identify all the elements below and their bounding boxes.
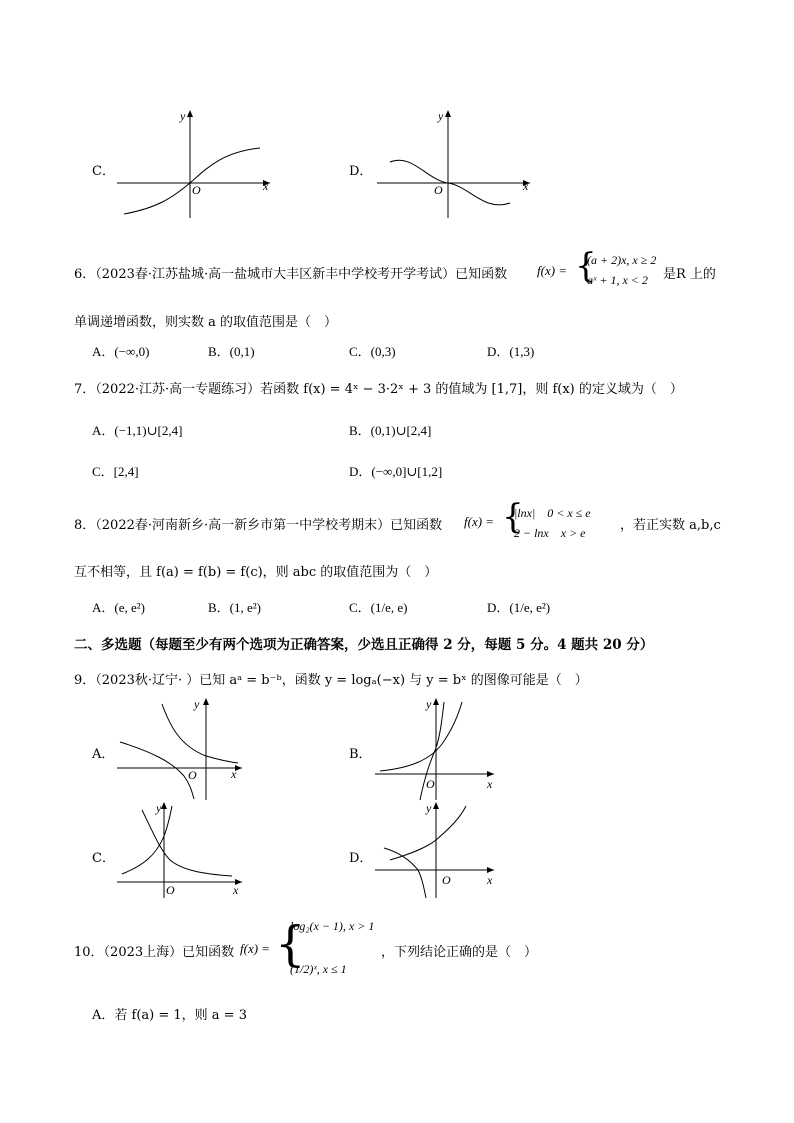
svg-text:O: O bbox=[442, 873, 451, 887]
q6-brace: { bbox=[575, 246, 597, 286]
svg-text:y: y bbox=[426, 697, 432, 711]
q6-function-name: f(x) = bbox=[537, 263, 568, 278]
q6-stem-part2: 是R 上的 bbox=[663, 267, 716, 282]
q5-graph-c bbox=[112, 108, 277, 220]
q6-stem-line2: 单调递增函数，则实数 a 的取值范围是（ ） bbox=[74, 315, 338, 330]
q8-case-1: |lnx| 0 < x ≤ e bbox=[514, 506, 591, 520]
q6-option-b: B．(0,1) bbox=[208, 344, 255, 359]
q8-option-d: D．(1/e, e²) bbox=[487, 600, 551, 615]
q8-option-c: C．(1/e, e) bbox=[349, 600, 408, 615]
x-axis-label: x bbox=[263, 179, 269, 193]
q9-graph-b bbox=[370, 696, 500, 802]
q5-option-c-label: C． bbox=[92, 164, 115, 179]
q7-option-b: B．(0,1)∪[2,4] bbox=[349, 423, 432, 438]
q7-option-d: D．(−∞,0]∪[1,2] bbox=[349, 464, 443, 479]
section-2-title: 二、多选题（每题至少有两个选项为正确答案，少选且正确得 2 分，每题 5 分。4 题共 20 分） bbox=[74, 637, 654, 653]
q6-option-a: A．(−∞,0) bbox=[92, 344, 150, 359]
svg-text:y: y bbox=[156, 801, 162, 815]
q7-stem: 7．（2022·江苏·高一专题练习）若函数 f(x) = 4ˣ − 3·2ˣ + 3 的值域为 [1,7]，则 f(x) 的定义域为（ ） bbox=[74, 382, 683, 397]
q9-graph-c bbox=[112, 800, 247, 900]
q8-stem-part1: 8．（2022春·河南新乡·高一新乡市第一中学校考期末）已知函数 bbox=[74, 518, 443, 533]
q7-option-c: C．[2,4] bbox=[92, 464, 139, 479]
q6-option-d: D．(1,3) bbox=[487, 344, 535, 359]
q10-case-1: log₂(x − 1), x > 1 bbox=[290, 919, 375, 933]
q5-graph-d bbox=[372, 108, 537, 220]
q9-option-c-label: C． bbox=[92, 851, 115, 866]
svg-text:x: x bbox=[523, 179, 529, 193]
q10-brace: { bbox=[275, 916, 306, 972]
q8-option-a: A．(e, e²) bbox=[92, 600, 145, 615]
q10-case-2: (1/2)ˣ, x ≤ 1 bbox=[290, 962, 347, 976]
q9-option-d-label: D． bbox=[349, 851, 373, 866]
q9-option-a-label: A． bbox=[92, 747, 115, 762]
q10-option-a: A．若 f(a) = 1，则 a = 3 bbox=[92, 1008, 247, 1023]
svg-text:x: x bbox=[487, 777, 493, 791]
q6-stem-part1: 6．（2023春·江苏盐城·高一盐城市大丰区新丰中学校考开学考试）已知函数 bbox=[74, 267, 508, 282]
svg-text:y: y bbox=[426, 801, 432, 815]
q8-stem-part2: ，若正实数 a,b,c bbox=[620, 518, 721, 533]
q9-stem: 9．（2023秋·辽宁· ）已知 aᵃ = b⁻ᵇ，函数 y = logₐ(−x) 与 y = bˣ 的图像可能是（ ） bbox=[74, 673, 588, 688]
q8-function-name: f(x) = bbox=[464, 514, 495, 529]
svg-text:O: O bbox=[166, 883, 175, 897]
svg-text:O: O bbox=[434, 183, 443, 197]
q7-option-a: A．(−1,1)∪[2,4] bbox=[92, 423, 183, 438]
q5-option-d-label: D． bbox=[349, 164, 373, 179]
q8-option-b: B．(1, e²) bbox=[208, 600, 261, 615]
q9-graph-a bbox=[112, 696, 247, 802]
q9-graph-d bbox=[370, 800, 500, 900]
q6-case-1: (a + 2)x, x ≥ 2 bbox=[587, 253, 657, 267]
svg-text:x: x bbox=[233, 883, 239, 897]
q6-option-c: C．(0,3) bbox=[349, 344, 396, 359]
q6-case-2: aˣ + 1, x < 2 bbox=[587, 273, 648, 287]
svg-text:x: x bbox=[487, 873, 493, 887]
svg-text:y: y bbox=[194, 697, 200, 711]
svg-text:O: O bbox=[426, 777, 435, 791]
q10-stem-part2: ，下列结论正确的是（ ） bbox=[381, 945, 538, 960]
y-axis-label: y bbox=[180, 109, 186, 123]
origin-label: O bbox=[192, 183, 201, 197]
q9-option-b-label: B． bbox=[349, 747, 372, 762]
svg-text:y: y bbox=[438, 109, 444, 123]
q8-brace: { bbox=[502, 497, 524, 537]
svg-text:x: x bbox=[231, 767, 237, 781]
svg-text:O: O bbox=[188, 768, 197, 782]
q8-stem-line2: 互不相等，且 f(a) = f(b) = f(c)，则 abc 的取值范围为（ ） bbox=[74, 565, 438, 580]
q8-case-2: 2 − lnx x > e bbox=[514, 526, 586, 540]
q10-stem-part1: 10．（2023上海）已知函数 bbox=[74, 945, 235, 960]
q10-function-name: f(x) = bbox=[240, 941, 271, 956]
